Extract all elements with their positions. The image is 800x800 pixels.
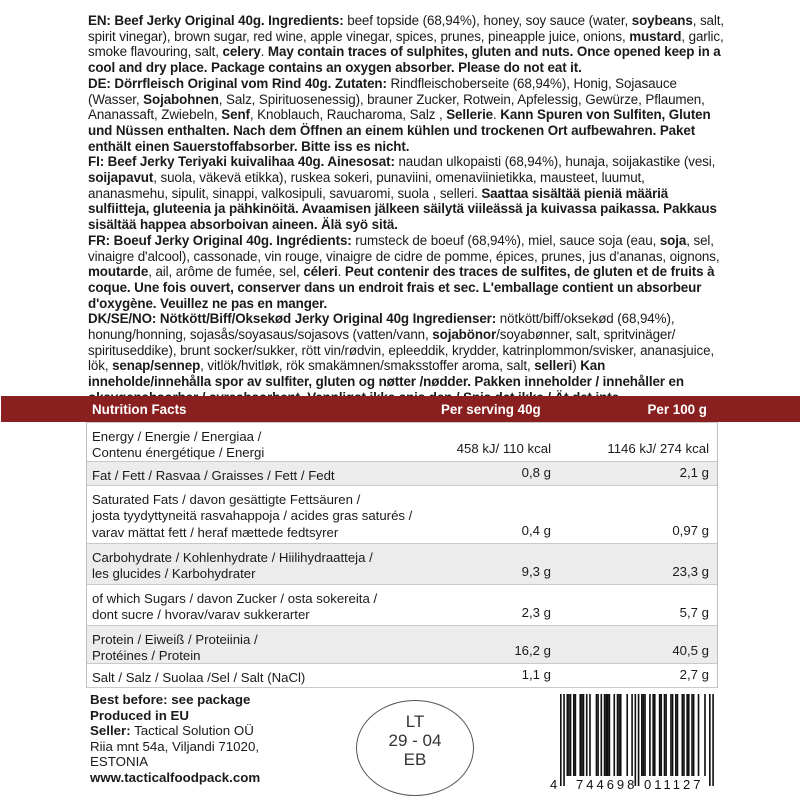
barcode-digits: [548, 777, 720, 795]
value-per-serving: 9,3 g: [521, 564, 551, 579]
nutrition-header-label: Nutrition Facts: [92, 402, 187, 417]
barcode-bar: [635, 694, 637, 786]
barcode-bar: [617, 694, 619, 776]
ingredients-en: [88, 13, 728, 76]
barcode-bar: [601, 694, 603, 776]
ingredients-text: rumsteck de boeuf (68,94%), miel, sauce soja (eau,: [351, 232, 660, 248]
allergen: selleri: [534, 358, 573, 374]
value-per-serving: 0,8 g: [521, 465, 551, 480]
ingredients-de: [88, 76, 728, 155]
barcode-bar: [709, 694, 711, 786]
ingredients-fr-title: FR: Boeuf Jerky Original 40g. Ingrédients:: [88, 232, 352, 248]
barcode-bar: [631, 694, 633, 776]
allergen: soybeans: [631, 13, 693, 28]
barcode-bar: [575, 694, 577, 776]
barcode-bar: [691, 694, 693, 776]
allergen: céleri: [303, 264, 338, 280]
ingredients-text: nötkött/biff/oksekød (68,94%), honung/honning, sojasås/soyasaus/sojasovs (vatten/vann,: [88, 311, 675, 343]
ingredients-text: , Salz, Spirituosenessig), brauner Zucker, Rotwein, Apfelessig, Gewürze, Pflaumen, Ananassaft, Zwiebeln,: [88, 91, 705, 123]
nutrient-label-line: josta tyydyttyneitä rasvahappoja / acides gras saturés /: [92, 508, 413, 524]
ingredients-text: , suola, väkevä etikka), ruskea sokeri, punaviini, omenaviinietikka, mausteet, luumut, ananasmehu, sipulit, sinappi, valkosipuli, savuaromi, suola , selleri.: [88, 170, 645, 201]
ingredients-text: .: [260, 44, 265, 60]
barcode-bar: [583, 694, 585, 776]
barcode-bar: [563, 694, 565, 786]
nutrient-label-line: Saturated Fats / davon gesättigte Fettsäuren /: [92, 492, 361, 507]
value-per-serving: 458 kJ/ 110 kcal: [456, 441, 551, 456]
produced-in: Produced in EU: [90, 707, 189, 723]
barcode-bar: [654, 694, 656, 776]
ingredients-text: , salt, spirit vinegar), brown sugar, red wine, apple vinegar, spices, prunes, pineapple juice, onions,: [88, 13, 725, 44]
barcode-icon: [548, 690, 720, 786]
nutrient-label: [92, 550, 373, 583]
value-per-100g: 23,3 g: [672, 564, 709, 579]
barcode-bar: [688, 694, 690, 776]
ingredients-fr: [88, 233, 728, 312]
nutrient-label-line: dont sucre / hvorav/varav sukkerarter: [92, 607, 310, 623]
nutrition-row-energy: [87, 422, 717, 461]
allergen: soja: [659, 232, 687, 248]
barcode-bar: [675, 694, 677, 776]
value-per-100g: 0,97 g: [672, 523, 709, 538]
barcode-bar: [682, 694, 684, 776]
ingredients-text: , ail, arôme de fumée, sel,: [148, 264, 304, 280]
barcode-bar: [566, 694, 568, 776]
barcode-bar: [586, 694, 588, 776]
barcode-bar: [579, 694, 581, 776]
batch-code-stamp: [356, 700, 474, 796]
allergen: Sojabohnen: [143, 91, 219, 107]
barcode-bar: [686, 694, 688, 776]
barcode-bar: [620, 694, 622, 776]
warning-text: Kann Spuren von Sulfiten, Gluten und Nüssen enthalten. Nach dem Öffnen an einem kühlen und trockenen Ort aufbewahren. Paket enthält einen Sauerstoffabsorber. Bitte iss es nicht.: [88, 107, 711, 154]
nutrient-label-line: of which Sugars / davon Zucker / osta sokereita /: [92, 591, 378, 606]
seller-info: [90, 692, 310, 786]
seller-address-line-2: ESTONIA: [90, 754, 149, 770]
barcode-bar: [693, 694, 695, 776]
website-link[interactable]: www.tacticalfoodpack.com: [90, 769, 261, 785]
barcode-bar: [609, 694, 611, 776]
nutrition-row-sugars: [87, 584, 717, 625]
allergen: soijapavut: [88, 170, 154, 186]
table-bottom-rule: [87, 687, 717, 688]
barcode-bar: [665, 694, 667, 776]
barcode-bar: [664, 694, 666, 776]
seller-address-line-1: Riia mnt 54a, Viljandi 71020,: [90, 738, 260, 754]
barcode-digits-right: 011127: [644, 777, 704, 792]
barcode-bar: [660, 694, 662, 776]
batch-code-line-2: 29 - 04: [388, 731, 442, 750]
nutrition-row-carbohydrate: [87, 543, 717, 584]
batch-code-line-3: EB: [403, 750, 427, 769]
barcode-bar: [597, 694, 599, 776]
nutrient-label: [92, 429, 264, 462]
value-per-100g: 2,7 g: [679, 667, 709, 682]
nutrient-label-line: Contenu énergétique / Energi: [92, 445, 265, 461]
value-per-serving: 16,2 g: [514, 643, 551, 658]
ingredients-fi: [88, 154, 728, 233]
barcode-bar: [626, 694, 628, 776]
seller-label: Seller:: [90, 723, 131, 739]
barcode-bar: [573, 694, 575, 776]
nutrient-label-line: Fat / Fett / Rasvaa / Graisses / Fett / Fedt: [92, 468, 335, 483]
nutrient-label-line: les glucides / Karbohydrater: [92, 566, 256, 582]
value-per-serving: 1,1 g: [521, 667, 551, 682]
barcode-bar: [704, 694, 706, 776]
batch-code-line-1: LT: [405, 712, 425, 731]
ingredients-en-title: EN: Beef Jerky Original 40g. Ingredients:: [88, 13, 344, 28]
nutrient-label-line: Salt / Salz / Suolaa /Sel / Salt (NaCl): [92, 670, 306, 685]
ingredients-text: /soyabønner, salt, spritvinäger/ spirituseddike), brunt socker/sukker, rött vin/rødvin, epleeddik, krydder, katrinplommon/svisker, ananasjuice, lök,: [88, 327, 715, 374]
ingredients-dk: [88, 311, 728, 405]
ingredients-text: , sel, vinaigre d'alcool), cassonade, vin rouge, vinaigre de cidre de pomme, épices, prunes, jus d'ananas, oignons,: [88, 232, 720, 264]
nutrient-label: [92, 591, 377, 624]
seller-name: Tactical Solution OÜ: [130, 723, 254, 739]
barcode: [548, 690, 720, 798]
nutrition-row-fat: [87, 461, 717, 485]
ingredients-text: , garlic, smoke flavouring, salt,: [88, 28, 724, 60]
nutrition-header-per-serving: Per serving 40g: [441, 402, 541, 417]
ingredients-text: .: [337, 264, 342, 280]
barcode-bar: [638, 694, 640, 786]
value-per-100g: 5,7 g: [679, 605, 709, 620]
warning-text: May contain traces of sulphites, gluten and nuts. Once opened keep in a cool and dry place. Package contains an oxygen absorber. Please do not eat it.: [88, 44, 721, 76]
warning-text: Kan inneholde/innehålla spor av sulfiter, gluten og nøtter /nødder. Pakken inneholder / innehåller en: [88, 358, 684, 390]
barcode-bar: [670, 694, 672, 776]
nutrient-label-line: varav mättat fett / heraf mættede fedtsyrer: [92, 524, 339, 540]
barcode-bar: [607, 694, 609, 776]
nutrient-label-line: Protein / Eiweiß / Proteiinia /: [92, 632, 258, 647]
nutrition-header-per-100: Per 100 g: [647, 402, 707, 417]
allergen: mustard: [629, 28, 682, 44]
barcode-bar: [652, 694, 654, 776]
ingredients-text: .: [493, 107, 497, 123]
warning-text: Saattaa sisältää pieniä määriä sulfiitteja, gluteenia ja pähkinöitä. Avaamisen jälkeen säilytä viileässä ja kuivassa paikassa. Pakkaus sisältää happea absorboivan aineen. Älä syö sitä.: [88, 185, 717, 233]
barcode-bar: [641, 694, 643, 776]
barcode-bar: [677, 694, 679, 776]
nutrient-label-line: Protéines / Protein: [92, 648, 201, 664]
ingredients-text: Rindfleischoberseite (68,94%), Honig, Sojasauce (Wasser,: [88, 75, 677, 107]
nutrition-row-saturated-fats: [87, 485, 717, 543]
ingredients-fi-title: FI: Beef Jerky Teriyaki kuivalihaa 40g. Ainesosat:: [88, 154, 395, 170]
allergen: senap/sennep: [112, 358, 201, 374]
value-per-serving: 0,4 g: [521, 523, 551, 538]
nutrition-row-salt: [87, 663, 717, 687]
barcode-bar: [596, 694, 598, 776]
seller-line: [90, 723, 310, 739]
value-per-100g: 1146 kJ/ 274 kcal: [607, 441, 709, 456]
barcode-bar: [659, 694, 661, 776]
ingredients-text: naudan ulkopaisti (68,94%), hunaja, soijakastike (vesi,: [394, 154, 716, 170]
ingredients-text: ): [572, 358, 577, 374]
value-per-100g: 2,1 g: [679, 465, 709, 480]
ingredients-text: , Knoblauch, Raucharoma, Salz ,: [249, 107, 447, 123]
best-before: Best before: see package: [90, 692, 251, 707]
nutrient-label: [92, 492, 412, 541]
barcode-bar: [604, 694, 606, 776]
nutrient-label-line: Energy / Energie / Energiaa /: [92, 429, 262, 444]
barcode-bar: [672, 694, 674, 776]
barcode-bar: [605, 694, 607, 776]
barcode-bar: [618, 694, 620, 776]
barcode-bar: [560, 694, 562, 786]
ingredients-de-title: DE: Dörrfleisch Original vom Rind 40g. Zutaten:: [88, 75, 387, 91]
allergen: Senf: [221, 107, 250, 123]
warning-text: Peut contenir des traces de sulfites, de gluten et de fruits à coque. Une fois ouvert, conserver dans un endroit frais et sec. L'emballage contient un absorbeur d'oxygène. Veuillez ne pas en manger.: [88, 264, 715, 311]
barcode-bar: [643, 694, 645, 776]
barcode-bar: [683, 694, 685, 776]
barcode-bar: [644, 694, 646, 776]
barcode-bar: [712, 694, 714, 786]
nutrition-header: [87, 396, 717, 422]
barcode-bar: [649, 694, 651, 776]
value-per-100g: 40,5 g: [672, 643, 709, 658]
nutrient-label: [92, 670, 305, 686]
allergen: Sellerie: [446, 107, 494, 123]
ingredients-text: beef topside (68,94%), honey, soy sauce (water,: [343, 13, 632, 28]
nutrient-label: [92, 632, 258, 665]
barcode-bar: [613, 694, 615, 776]
ingredients-block: [88, 13, 728, 406]
barcode-bar: [698, 694, 700, 776]
allergen: sojabönor: [432, 327, 497, 343]
barcode-digit-first: 4: [550, 777, 558, 792]
barcode-bar: [581, 694, 583, 776]
barcode-bar: [570, 694, 572, 776]
barcode-bar: [589, 694, 591, 776]
nutrient-label: [92, 468, 335, 484]
nutrition-table: [86, 396, 718, 688]
allergen: celery: [222, 44, 261, 60]
allergen: moutarde: [88, 264, 149, 280]
nutrition-row-protein: [87, 625, 717, 663]
barcode-bar: [568, 694, 570, 776]
value-per-serving: 2,3 g: [521, 605, 551, 620]
ingredients-text: , vitlök/hvitløk, rök smakämnen/smaksstoffer aroma, salt,: [200, 358, 535, 374]
barcode-digits-left: 744698: [576, 777, 638, 792]
ingredients-dk-title: DK/SE/NO: Nötkött/Biff/Oksekød Jerky Original 40g Ingredienser:: [88, 311, 497, 327]
nutrient-label-line: Carbohydrate / Kohlenhydrate / Hiilihydraatteja /: [92, 550, 373, 565]
